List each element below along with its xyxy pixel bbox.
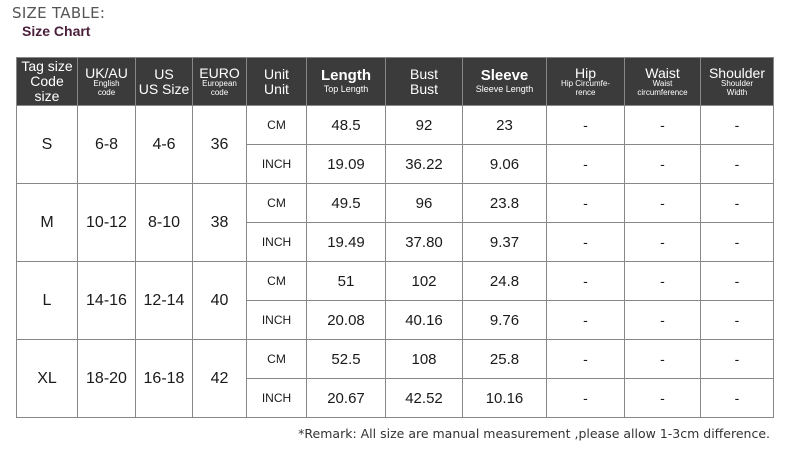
remark-note: *Remark: All size are manual measurement ,please allow 1-3cm difference. [298,426,770,441]
table-row [17,262,774,301]
sleeve-cell: 23 [463,106,547,145]
hip-cell: - [547,223,625,262]
tag-size-cell: S [17,106,78,184]
header-shoulder [701,58,774,106]
hip-cell: - [547,106,625,145]
bust-cell: 37.80 [386,223,463,262]
header-hip [547,58,625,106]
unit-cell: INCH [247,301,307,340]
hip-cell: - [547,262,625,301]
length-cell: 20.67 [307,379,386,418]
header-euro-label: EURO [199,64,240,81]
header-euro-small1: European [202,79,237,89]
shoulder-cell: - [701,223,774,262]
us-size-cell: 4-6 [136,106,193,184]
header-euro-small2: code [210,87,229,97]
header-length-small: Top Length [323,84,369,95]
shoulder-cell: - [701,106,774,145]
length-cell: 48.5 [307,106,386,145]
header-length-label: Length [321,67,371,85]
uk-size-cell: 6-8 [78,106,136,184]
tag-size-cell: M [17,184,78,262]
size-table [16,57,774,418]
sleeve-cell: 10.16 [463,379,547,418]
header-bust [386,58,463,106]
waist-cell: - [625,184,701,223]
waist-cell: - [625,340,701,379]
uk-size-cell: 18-20 [78,340,136,418]
header-uk-au-small1: English [93,79,120,89]
header-euro [193,58,247,106]
header-uk-au-label: UK/AU [85,64,128,81]
header-us-label: US [154,65,174,82]
hip-cell: - [547,340,625,379]
bust-cell: 40.16 [386,301,463,340]
table-row [17,106,774,145]
shoulder-cell: - [701,301,774,340]
shoulder-cell: - [701,340,774,379]
header-unit [247,58,307,106]
unit-cell: INCH [247,379,307,418]
header-uk-au-small2: code [97,87,116,97]
header-shoulder-small2: Width [726,87,748,97]
shoulder-cell: - [701,145,774,184]
sleeve-cell: 9.06 [463,145,547,184]
bust-cell: 96 [386,184,463,223]
tag-size-cell: L [17,262,78,340]
sleeve-cell: 23.8 [463,184,547,223]
unit-cell: INCH [247,145,307,184]
uk-size-cell: 14-16 [78,262,136,340]
header-sleeve-label: Sleeve [480,67,529,85]
length-cell: 20.08 [307,301,386,340]
header-hip-small1: Hip Circumfe- [561,79,610,89]
hip-cell: - [547,145,625,184]
waist-cell: - [625,223,701,262]
euro-size-cell: 40 [193,262,247,340]
hip-cell: - [547,379,625,418]
header-us [136,58,193,106]
header-sleeve [463,58,547,106]
length-cell: 51 [307,262,386,301]
shoulder-cell: - [701,262,774,301]
unit-cell: CM [247,184,307,223]
waist-cell: - [625,301,701,340]
sleeve-cell: 9.37 [463,223,547,262]
shoulder-cell: - [701,184,774,223]
unit-cell: CM [247,262,307,301]
unit-cell: CM [247,340,307,379]
header-unit-sub: Unit [264,80,289,97]
bust-cell: 108 [386,340,463,379]
header-tag-size [17,58,78,106]
unit-cell: CM [247,106,307,145]
euro-size-cell: 36 [193,106,247,184]
size-chart-subtitle: Size Chart [22,23,91,39]
waist-cell: - [625,106,701,145]
euro-size-cell: 38 [193,184,247,262]
header-bust-label: Bust [409,65,438,82]
header-hip-label: Hip [574,64,596,81]
bust-cell: 42.52 [386,379,463,418]
uk-size-cell: 10-12 [78,184,136,262]
hip-cell: - [547,184,625,223]
header-sleeve-small: Sleeve Length [475,84,534,95]
header-waist-small2: circumference [637,87,688,97]
waist-cell: - [625,379,701,418]
header-code-size-label: Code size [30,73,64,104]
header-shoulder-label: Shoulder [708,64,766,81]
header-waist [625,58,701,106]
sleeve-cell: 25.8 [463,340,547,379]
waist-cell: - [625,145,701,184]
header-hip-small2: rence [575,87,596,97]
header-length [307,58,386,106]
unit-cell: INCH [247,223,307,262]
hip-cell: - [547,301,625,340]
header-bust-sub: Bust [409,80,438,97]
header-shoulder-small1: Shoulder [720,79,754,89]
header-unit-label: Unit [264,65,289,82]
header-waist-label: Waist [645,64,680,81]
header-uk-au [78,58,136,106]
length-cell: 19.49 [307,223,386,262]
bust-cell: 92 [386,106,463,145]
header-row [17,58,774,106]
header-us-size-label: US Size [138,80,190,97]
us-size-cell: 8-10 [136,184,193,262]
header-tag-size-label: Tag size [21,58,73,75]
header-waist-small1: Waist [652,79,673,89]
sleeve-cell: 24.8 [463,262,547,301]
shoulder-cell: - [701,379,774,418]
us-size-cell: 12-14 [136,262,193,340]
sleeve-cell: 9.76 [463,301,547,340]
page-title: SIZE TABLE: [12,4,106,22]
bust-cell: 102 [386,262,463,301]
euro-size-cell: 42 [193,340,247,418]
tag-size-cell: XL [17,340,78,418]
table-row [17,340,774,379]
length-cell: 19.09 [307,145,386,184]
waist-cell: - [625,262,701,301]
us-size-cell: 16-18 [136,340,193,418]
length-cell: 52.5 [307,340,386,379]
length-cell: 49.5 [307,184,386,223]
table-row [17,184,774,223]
bust-cell: 36.22 [386,145,463,184]
